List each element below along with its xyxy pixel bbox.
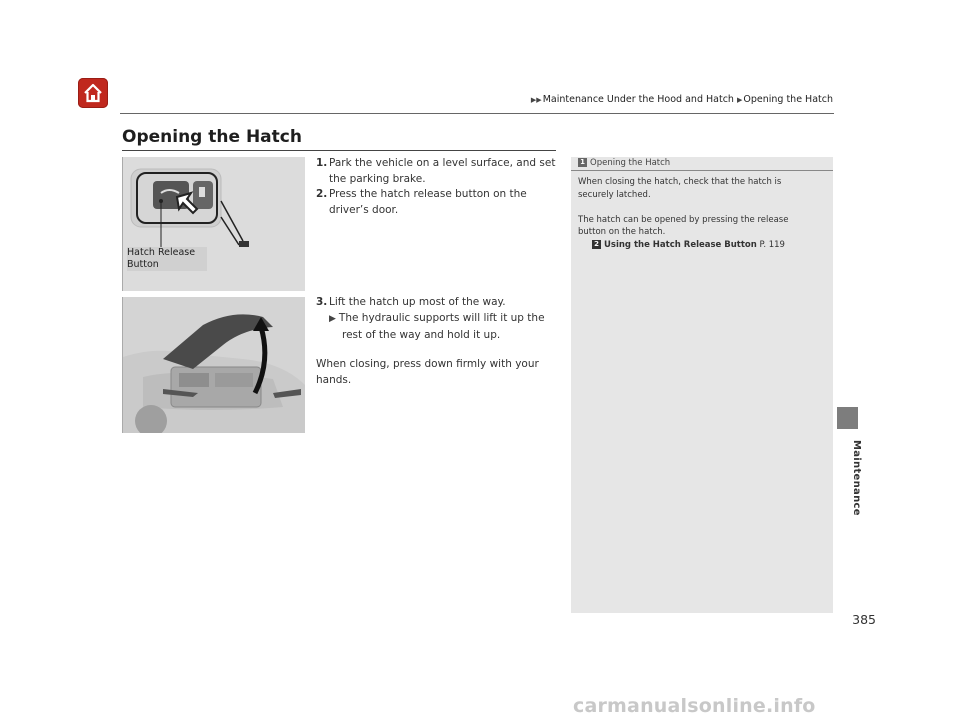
- note-title: 1 Opening the Hatch: [578, 158, 670, 168]
- bullet-arrow-icon: ▶: [329, 314, 336, 324]
- step-3: [316, 294, 566, 343]
- home-icon: [78, 78, 108, 108]
- page-title: Opening the Hatch: [122, 127, 302, 147]
- note-text: The hatch can be opened by pressing the release: [578, 214, 789, 225]
- step-text: Park the vehicle on a level surface, and set: [329, 157, 556, 169]
- step-text: the parking brake.: [329, 173, 426, 185]
- step-number: 2.: [316, 188, 328, 200]
- closing-text: When closing, press down firmly with your: [316, 358, 539, 370]
- home-button[interactable]: [78, 78, 108, 108]
- title-divider: [122, 150, 556, 151]
- lifting-hatch-illustration: [122, 297, 305, 433]
- closing-instruction: [316, 356, 566, 388]
- note-text: button on the hatch.: [578, 227, 666, 237]
- step-text: Press the hatch release button on the: [329, 188, 527, 200]
- step-text: driver’s door.: [329, 204, 399, 216]
- note-text: When closing the hatch, check that the hatch is: [578, 177, 782, 187]
- breadcrumb: [520, 94, 833, 105]
- step-subtext: The hydraulic supports will lift it up the: [338, 312, 545, 324]
- section-tab[interactable]: [837, 407, 858, 429]
- step-subtext: rest of the way and hold it up.: [342, 329, 501, 341]
- note-divider: [571, 170, 833, 171]
- step-text: Lift the hatch up most of the way.: [329, 296, 506, 308]
- step-number: 1.: [316, 157, 328, 169]
- note-text: securely latched.: [578, 189, 651, 200]
- note-body: [578, 176, 826, 251]
- step-1: [316, 155, 566, 187]
- header-divider: [120, 113, 834, 114]
- step-number: 3.: [316, 296, 328, 308]
- closing-text: hands.: [316, 374, 352, 386]
- reference-arrow-icon: 2: [592, 240, 601, 249]
- step-2: [316, 186, 566, 218]
- hatch-release-button-illustration: [122, 157, 305, 291]
- breadcrumb-item-current: Opening the Hatch: [743, 94, 833, 105]
- section-tab-label: Maintenance: [851, 440, 862, 516]
- cross-reference-link[interactable]: 2 Using the Hatch Release Button P. 119: [578, 240, 785, 250]
- page-number: 385: [852, 612, 876, 627]
- watermark: carmanualsonline.info: [573, 695, 816, 717]
- breadcrumb-arrow-icon: ▶: [736, 96, 743, 104]
- note-icon: 1: [578, 158, 587, 167]
- breadcrumb-arrow-icon: ▶▶: [530, 96, 542, 104]
- breadcrumb-item[interactable]: Maintenance Under the Hood and Hatch: [542, 94, 734, 105]
- callout-label: Hatch Release Button: [127, 247, 207, 271]
